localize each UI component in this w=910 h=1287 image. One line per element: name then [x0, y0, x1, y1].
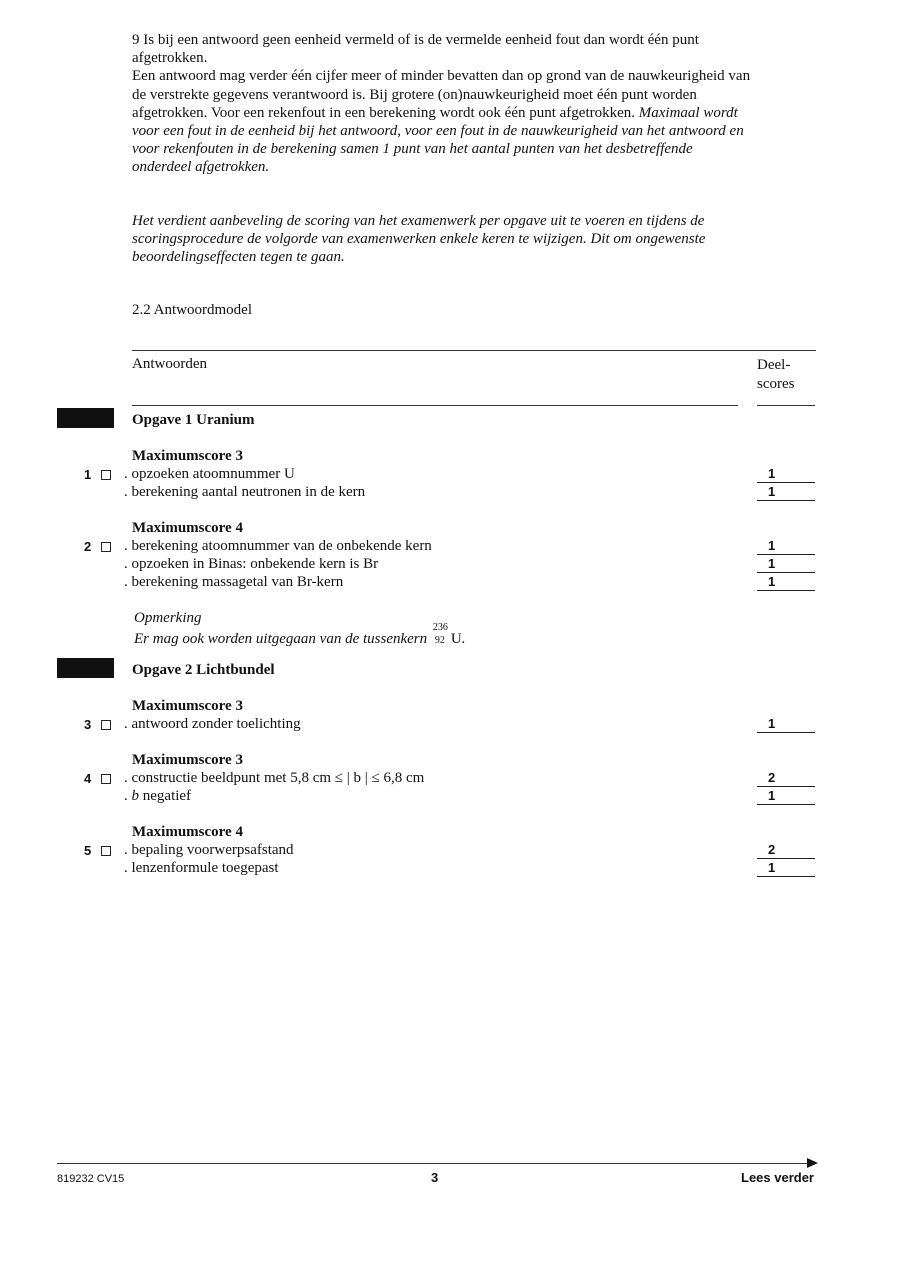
recommendation-text: Het verdient aanbeveling de scoring van het examenwerk per opgave uit te voeren en tijdens de scoringsprocedure de volgorde van examenwerken enkele keren te wijzigen. Dit om ongewenste beoordelingseffecten tegen te gaan.	[132, 213, 706, 266]
accuracy-rule-italic: Maximaal wordt voor een fout in de eenheid bij het antwoord, voor een fout in de nauwkeurigheid van het antwoord en voor rekenfouten in de berekening samen 1 punt van het aantal punten van het desbetreffende onderdeel afgetrokken.	[132, 104, 744, 176]
nuclide-symbol: U	[450, 631, 462, 647]
q4-item-1: . constructie beeldpunt met 5,8 cm ≤ | b | ≤ 6,8 cm	[124, 770, 425, 786]
arrow-right-icon	[807, 1158, 818, 1168]
header-top-rule	[132, 350, 816, 351]
header-bottom-rule	[132, 405, 738, 406]
q3-score-1: 1	[757, 715, 815, 733]
continue-label: Lees verder	[741, 1170, 814, 1185]
remark-end: .	[461, 631, 466, 647]
q2-maxscore: Maximumscore 4	[132, 520, 243, 536]
q4-number: 4	[84, 771, 92, 786]
intro-text	[132, 31, 752, 177]
q4-maxscore: Maximumscore 3	[132, 752, 243, 768]
q5-score-2: 1	[757, 859, 815, 877]
q1-item-2: . berekening aantal neutronen in de kern	[124, 484, 366, 500]
q2-score-2: 1	[757, 555, 815, 573]
q3-maxscore: Maximumscore 3	[132, 698, 243, 714]
footer-rule	[57, 1163, 809, 1164]
q5-maxscore: Maximumscore 4	[132, 824, 243, 840]
remark-text-body: Er mag ook worden uitgegaan van de tussenkern	[134, 631, 431, 647]
q4-item-2-variable: b	[131, 788, 139, 804]
q5-item-2: . lenzenformule toegepast	[124, 860, 279, 876]
q5-number: 5	[84, 843, 92, 858]
nuclide-atomic-number: 92	[434, 635, 445, 646]
q1-maxscore: Maximumscore 3	[132, 448, 243, 464]
header-partial-scores	[757, 356, 795, 393]
q5-score-1: 2	[757, 841, 815, 859]
q2-checkbox[interactable]	[101, 542, 111, 552]
q4-checkbox[interactable]	[101, 774, 111, 784]
header-bottom-rule-scores	[757, 405, 815, 406]
q5-checkbox[interactable]	[101, 846, 111, 856]
q1-checkbox[interactable]	[101, 470, 111, 480]
section-title: 2.2 Antwoordmodel	[132, 302, 252, 318]
nuclide-notation	[431, 622, 451, 646]
opgave-1-marker	[57, 408, 114, 428]
accuracy-rule-text	[132, 67, 752, 176]
accuracy-rule-normal: Een antwoord mag verder één cijfer meer of minder bevatten dan op grond van de nauwkeurigheid van de verstrekte gegevens verantwoord is. Bij grotere (on)nauwkeurigheid moet één punt worden afgetrokken. Voor een rekenfout in een berekening wordt ook één punt afgetrokken.	[132, 68, 751, 121]
q3-number: 3	[84, 717, 92, 732]
footer-code: 819232 CV15	[57, 1173, 125, 1185]
opgave-2-title: Opgave 2 Lichtbundel	[132, 662, 275, 678]
q2-item-3: . berekening massagetal van Br-kern	[124, 574, 344, 590]
remark-title: Opmerking	[134, 610, 202, 626]
q2-score-3: 1	[757, 573, 815, 591]
opgave-1-title: Opgave 1 Uranium	[132, 412, 255, 428]
header-partial-scores-line1: Deel-	[757, 357, 791, 373]
q1-item-1: . opzoeken atoomnummer U	[124, 466, 295, 482]
q5-item-1: . bepaling voorwerpsafstand	[124, 842, 294, 858]
nuclide-mass-number: 236	[432, 622, 448, 633]
opgave-2-marker	[57, 658, 114, 678]
q3-checkbox[interactable]	[101, 720, 111, 730]
q2-item-1: . berekening atoomnummer van de onbekende kern	[124, 538, 432, 554]
q3-item-1: . antwoord zonder toelichting	[124, 716, 301, 732]
q2-number: 2	[84, 539, 92, 554]
q2-score-1: 1	[757, 537, 815, 555]
q1-score-1: 1	[757, 465, 815, 483]
q4-score-2: 1	[757, 787, 815, 805]
header-partial-scores-line2: scores	[757, 375, 795, 392]
remark-text	[134, 622, 466, 648]
rule-9-text: 9 Is bij een antwoord geen eenheid vermeld of is de vermelde eenheid fout dan wordt één punt afgetrokken.	[132, 32, 699, 67]
q2-item-2: . opzoeken in Binas: onbekende kern is Br	[124, 556, 379, 572]
q1-score-2: 1	[757, 483, 815, 501]
q4-item-2: . b negatief	[124, 788, 192, 804]
page-number: 3	[431, 1170, 439, 1185]
header-answers: Antwoorden	[132, 356, 207, 372]
q4-score-1: 2	[757, 769, 815, 787]
q1-number: 1	[84, 467, 92, 482]
